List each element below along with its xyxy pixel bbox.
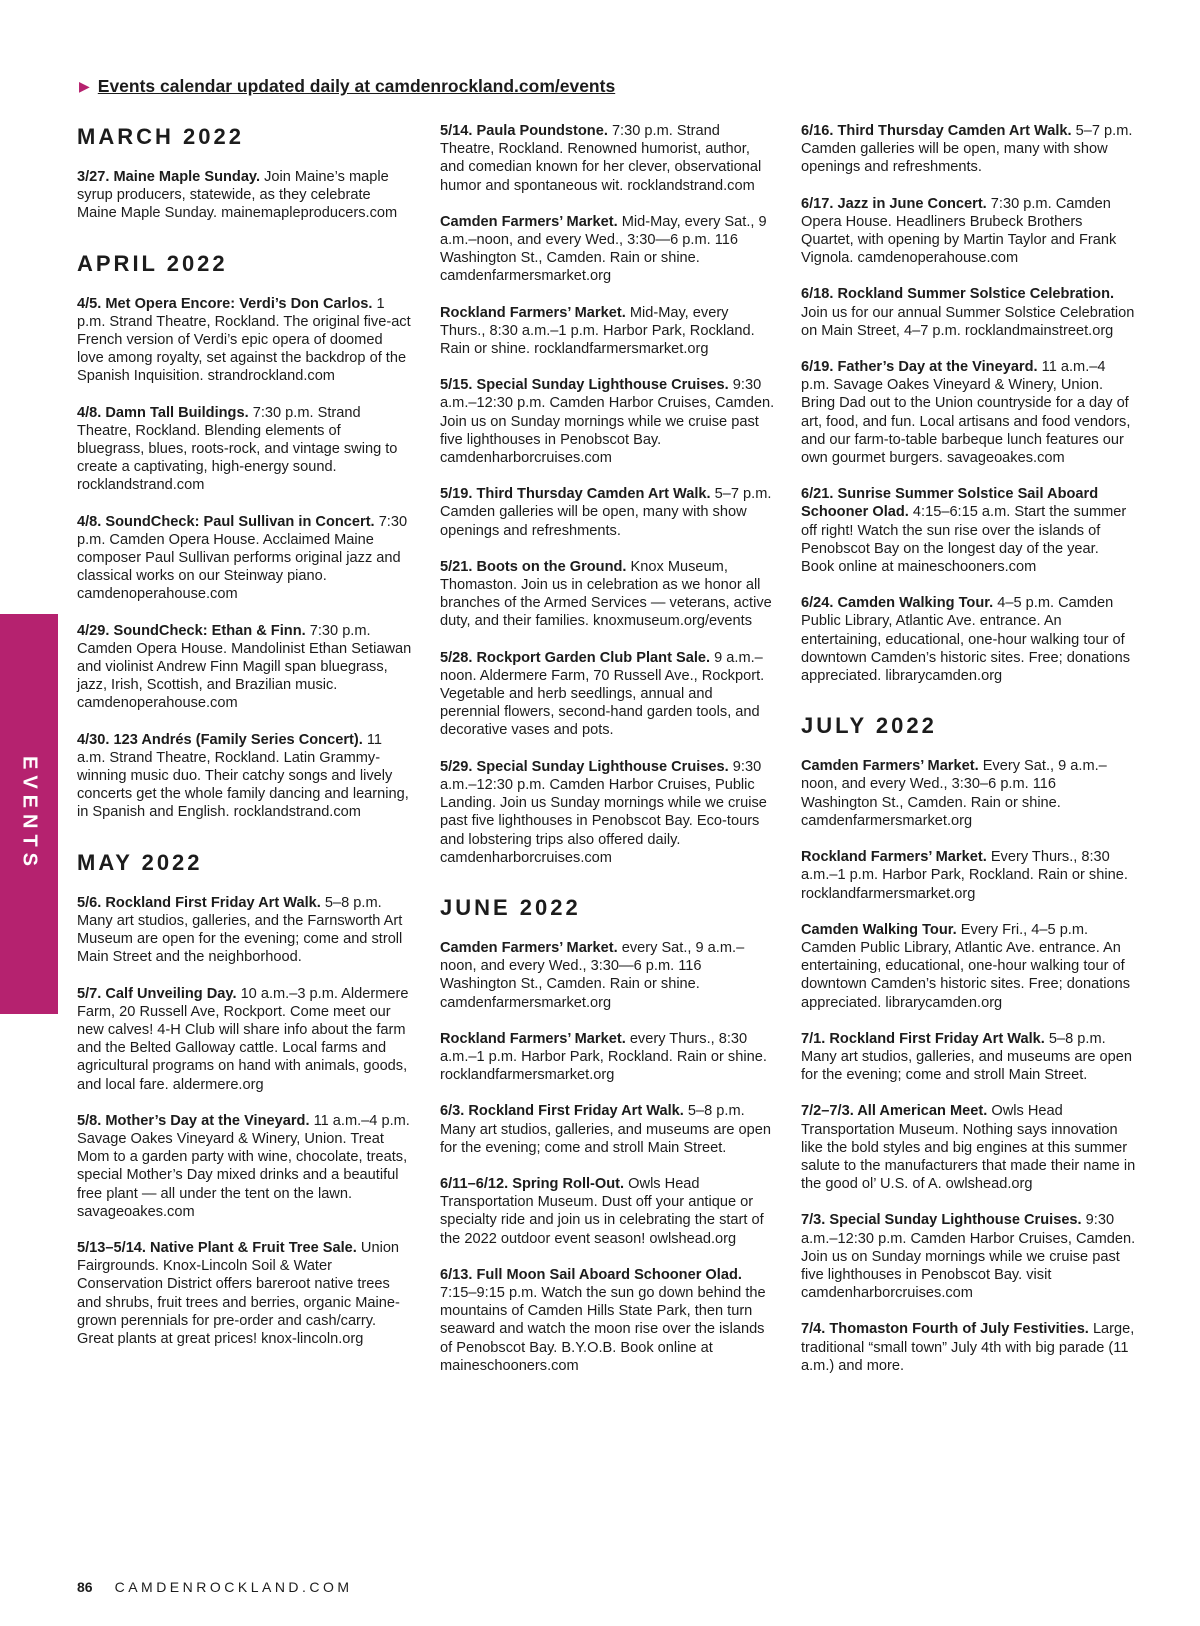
event-title: 6/21. Sunrise Summer Solstice Sail Aboard Schooner Olad. — [801, 486, 1099, 521]
event-description: Union Fairgrounds. Knox-Lincoln Soil & Water Conservation District offers bareroot native trees and shrubs, fruit trees and berries, organic Maine-grown perennials for pre-order and cash/carry. Great plants at great prices! knox-lincoln.org — [77, 1239, 400, 1347]
event-title: 6/17. Jazz in June Concert. — [801, 195, 987, 212]
event-listing — [801, 594, 1136, 685]
event-title: 5/15. Special Sunday Lighthouse Cruises. — [440, 377, 729, 394]
event-listing — [801, 1320, 1136, 1375]
event-description: 11 a.m.–4 p.m. Savage Oakes Vineyard & Winery, Union. Treat Mom to a garden party with wine, chocolate, treats, special Mother’s Day mixed drinks and a beautiful free plant — all under the tent on the lawn. savageoakes.com — [77, 1112, 410, 1220]
event-listing — [801, 1211, 1136, 1302]
month-heading-march: MARCH 2022 — [77, 124, 244, 149]
event-description: 5–8 p.m. Many art studios, galleries, and museums are open for the evening; come and stroll Main Street. — [801, 1030, 1132, 1084]
event-description: Every Fri., 4–5 p.m. Camden Public Library, Atlantic Ave. entrance. An entertaining, educational, one-hour walking tour of downtown Camden’s historic sites. Free; donations appreciated. librarycamden.org — [801, 921, 1131, 1011]
event-title: 4/8. Damn Tall Buildings. — [77, 404, 249, 421]
event-listing — [801, 1102, 1136, 1193]
event-title: 7/4. Thomaston Fourth of July Festivities. — [801, 1321, 1089, 1338]
side-tab-label: EVENTS — [18, 755, 41, 873]
event-listing — [77, 404, 412, 495]
event-description: 9 a.m.–noon. Aldermere Farm, 70 Russell Ave., Rockport. Vegetable and herb seedlings, annual and perennial flowers, second-hand garden tools, and decorative vases and pots. — [440, 649, 765, 739]
event-description: 5–8 p.m. Many art studios, galleries, and museums are open for the evening; come and stroll Main Street. — [440, 1103, 771, 1156]
event-description: 7:30 p.m. Camden Opera House. Headliners Brubeck Brothers Quartet, with opening by Martin Taylor and Frank Vignola. camdenoperahouse.com — [801, 195, 1117, 267]
event-listing — [77, 622, 412, 713]
event-title: Camden Farmers’ Market. — [801, 758, 979, 775]
event-listing — [801, 358, 1136, 467]
page-number: 86 — [77, 1579, 93, 1595]
event-listing — [440, 758, 775, 867]
event-description: 9:30 a.m.–12:30 p.m. Camden Harbor Cruises, Camden. Join us on Sunday mornings while we cruise past five lighthouses in Penobscot Bay. visit camdenharborcruises.com — [801, 1212, 1136, 1302]
event-description: 1 p.m. Strand Theatre, Rockland. The original five-act French version of Verdi’s epic opera of doomed love among royalty, set against the backdrop of the Spanish Inquisition. strandrockland.com — [77, 295, 411, 385]
event-description: Knox Museum, Thomaston. Join us in celebration as we honor all branches of the Armed Services — veterans, active duty, and their families. knoxmuseum.org/events — [440, 558, 772, 630]
event-description: Owls Head Transportation Museum. Dust off your antique or specialty ride and join us in celebrating the start of the 2022 outdoor event season! owlshead.org — [440, 1175, 764, 1247]
event-listing — [77, 1239, 412, 1348]
event-listing — [440, 1030, 775, 1085]
event-listing — [440, 1102, 775, 1157]
event-title: Rockland Farmers’ Market. — [801, 849, 987, 866]
event-description: Large, traditional “small town” July 4th with big parade (11 a.m.) and more. — [801, 1321, 1135, 1374]
event-title: 4/5. Met Opera Encore: Verdi’s Don Carlos. — [77, 295, 373, 312]
event-title: 3/27. Maine Maple Sunday. — [77, 169, 261, 185]
event-listing — [801, 921, 1136, 1012]
column-3 — [801, 122, 1136, 1393]
event-description: 4–5 p.m. Camden Public Library, Atlantic Ave. entrance. An entertaining, educational, one-hour walking tour of downtown Camden’s historic sites. Free; donations appreciated. librarycamden.org — [801, 595, 1131, 685]
column-2 — [440, 122, 775, 1393]
event-title: 6/18. Rockland Summer Solstice Celebration. — [801, 286, 1115, 303]
event-title: 5/7. Calf Unveiling Day. — [77, 985, 237, 1002]
month-heading-june: JUNE 2022 — [440, 894, 581, 920]
month-heading-april: APRIL 2022 — [77, 250, 228, 276]
event-title: 7/3. Special Sunday Lighthouse Cruises. — [801, 1212, 1082, 1229]
event-listing — [440, 1266, 775, 1375]
event-description: Every Sat., 9 a.m.–noon, and every Wed., 3:30–6 p.m. 116 Washington St., Camden. Rain or shine. camdenfarmersmarket.org — [801, 758, 1107, 829]
event-title: 7/2–7/3. All American Meet. — [801, 1103, 988, 1120]
event-title: 6/13. Full Moon Sail Aboard Schooner Olad. — [440, 1266, 742, 1283]
event-listing — [440, 939, 775, 1012]
event-title: 5/19. Third Thursday Camden Art Walk. — [440, 486, 711, 503]
site-name: CAMDENROCKLAND.COM — [114, 1579, 353, 1595]
event-title: 7/1. Rockland First Friday Art Walk. — [801, 1030, 1045, 1047]
event-listing — [77, 894, 412, 967]
event-listing — [440, 304, 775, 359]
event-title: Camden Farmers’ Market. — [440, 213, 618, 230]
event-title: 5/21. Boots on the Ground. — [440, 558, 627, 575]
event-description: 5–7 p.m. Camden galleries will be open, many with show openings and refreshments. — [440, 486, 772, 539]
event-listing — [801, 285, 1136, 340]
event-description: 5–7 p.m. Camden galleries will be open, many with show openings and refreshments. — [801, 123, 1133, 176]
page-footer — [77, 1579, 353, 1595]
event-description: 7:30 p.m. Strand Theatre, Rockland. Renowned humorist, author, and comedian known for her clever, observational humor and spontaneous wit. rocklandstrand.com — [440, 123, 762, 194]
event-description: 7:30 p.m. Camden Opera House. Acclaimed Maine composer Paul Sullivan performs original jazz and classical works on our Steinway piano. camdenoperahouse.com — [77, 513, 408, 603]
event-listing — [77, 513, 412, 604]
event-description: 9:30 a.m.–12:30 p.m. Camden Harbor Cruises, Public Landing. Join us Sunday mornings while we cruise past five lighthouses in Penobscot Bay. Eco-tours and lobstering trips also offered daily. camdenharborcruises.com — [440, 758, 767, 866]
event-listing — [77, 1112, 412, 1221]
events-calendar-link[interactable]: Events calendar updated daily at camdenrockland.com/events — [97, 76, 616, 96]
event-title: 5/8. Mother’s Day at the Vineyard. — [77, 1112, 310, 1129]
event-title: 6/16. Third Thursday Camden Art Walk. — [801, 123, 1072, 139]
event-listing — [77, 295, 412, 386]
month-heading-may: MAY 2022 — [77, 849, 203, 875]
event-description: every Sat., 9 a.m.–noon, and every Wed., 3:30—6 p.m. 116 Washington St., Camden. Rain or shine. camdenfarmersmarket.org — [440, 939, 745, 1011]
event-listing — [440, 649, 775, 740]
event-listing — [801, 757, 1136, 830]
event-description: Owls Head Transportation Museum. Nothing says innovation like the bold styles and big engines at this summer salute to the manufacturers that made their name in the good ol’ U.S. of A. owlshead.org — [801, 1103, 1136, 1193]
event-description: 7:30 p.m. Camden Opera House. Mandolinist Ethan Setiawan and violinist Andrew Finn Magill span bluegrass, jazz, Irish, Scottish, and Brazilian music. camdenoperahouse.com — [77, 622, 412, 712]
event-title: 5/13–5/14. Native Plant & Fruit Tree Sale. — [77, 1239, 357, 1256]
event-description: Every Thurs., 8:30 a.m.–1 p.m. Harbor Park, Rockland. Rain or shine. rocklandfarmersmarket.org — [801, 849, 1128, 902]
event-title: 4/8. SoundCheck: Paul Sullivan in Concert. — [77, 513, 375, 530]
event-title: 6/11–6/12. Spring Roll-Out. — [440, 1175, 625, 1192]
event-listing — [440, 485, 775, 540]
month-heading-july: JULY 2022 — [801, 713, 937, 739]
event-listing — [77, 985, 412, 1094]
event-description: Mid-May, every Sat., 9 a.m.–noon, and every Wed., 3:30—6 p.m. 116 Washington St., Camden. Rain or shine. camdenfarmersmarket.org — [440, 213, 767, 285]
event-title: 5/14. Paula Poundstone. — [440, 123, 608, 139]
event-title: 6/19. Father’s Day at the Vineyard. — [801, 359, 1038, 376]
event-listing — [440, 213, 775, 286]
event-title: 5/6. Rockland First Friday Art Walk. — [77, 894, 321, 911]
section-side-tab — [0, 614, 58, 1014]
event-title: 6/24. Camden Walking Tour. — [801, 595, 994, 612]
event-listing — [77, 168, 412, 223]
event-title: Camden Walking Tour. — [801, 921, 957, 938]
event-listing — [77, 731, 412, 822]
event-description: 11 a.m.–4 p.m. Savage Oakes Vineyard & Winery, Union. Bring Dad out to the Union countryside for a day of art, food, and fun. Local artisans and food vendors, and our farm-to-table barbeque lunch features our own gourmet burgers. savageoakes.com — [801, 359, 1131, 467]
event-title: 4/29. SoundCheck: Ethan & Finn. — [77, 622, 306, 639]
event-listing — [440, 1175, 775, 1248]
column-1 — [77, 122, 412, 1366]
play-arrow-icon: ▶ — [79, 78, 90, 94]
event-title: Camden Farmers’ Market. — [440, 939, 618, 956]
event-description: 7:15–9:15 p.m. Watch the sun go down behind the mountains of Camden Hills State Park, then turn seaward and watch the moon rise over the islands of Penobscot Bay. B.Y.O.B. Book online at maineschooners.com — [440, 1284, 766, 1374]
event-listing — [440, 122, 775, 195]
event-description: every Thurs., 8:30 a.m.–1 p.m. Harbor Park, Rockland. Rain or shine. rocklandfarmersmarket.org — [440, 1030, 767, 1084]
event-title: 5/29. Special Sunday Lighthouse Cruises. — [440, 758, 729, 775]
events-calendar-banner — [79, 76, 615, 97]
event-description: 10 a.m.–3 p.m. Aldermere Farm, 20 Russell Ave, Rockport. Come meet our new calves! 4-H Club will share info about the farm and the Belted Galloway cattle. Local farms and agricultural programs on hand with animals, goods, and local fare. aldermere.org — [77, 985, 409, 1093]
event-description: 5–8 p.m. Many art studios, galleries, and the Farnsworth Art Museum are open for the evening; come and stroll Main Street and the neighborhood. — [77, 894, 403, 966]
event-title: 6/3. Rockland First Friday Art Walk. — [440, 1103, 684, 1120]
event-description: Join Maine’s maple syrup producers, statewide, as they celebrate Maine Maple Sunday. mainemapleproducers.com — [77, 169, 398, 222]
event-listing — [440, 558, 775, 631]
event-title: 4/30. 123 Andrés (Family Series Concert). — [77, 731, 363, 748]
event-title: Rockland Farmers’ Market. — [440, 1030, 626, 1047]
event-title: Rockland Farmers’ Market. — [440, 304, 626, 321]
event-description: Join us for our annual Summer Solstice Celebration on Main Street, 4–7 p.m. rocklandmainstreet.org — [801, 304, 1135, 339]
event-description: Mid-May, every Thurs., 8:30 a.m.–1 p.m. Harbor Park, Rockland. Rain or shine. rocklandfarmersmarket.org — [440, 304, 755, 358]
event-listing — [801, 122, 1136, 177]
event-listing — [801, 848, 1136, 903]
event-listing — [801, 485, 1136, 576]
event-description: 9:30 a.m.–12:30 p.m. Camden Harbor Cruises, Camden. Join us on Sunday mornings while we cruise past five lighthouses in Penobscot Bay. camdenharborcruises.com — [440, 377, 775, 467]
event-description: 7:30 p.m. Strand Theatre, Rockland. Blending elements of bluegrass, blues, roots-rock, and vintage swing to create a captivating, high-energy sound. rocklandstrand.com — [77, 404, 398, 494]
event-listing — [801, 1030, 1136, 1085]
event-description: 11 a.m. Strand Theatre, Rockland. Latin Grammy-winning music duo. Their catchy songs and lively concerts get the whole family dancing and learning, in Spanish and English. rocklandstrand.com — [77, 731, 409, 821]
event-listing — [440, 376, 775, 467]
event-listing — [801, 195, 1136, 268]
event-description: 4:15–6:15 a.m. Start the summer off right! Watch the sun rise over the islands of Penobscot Bay on the longest day of the year. Book online at maineschooners.com — [801, 504, 1127, 576]
event-title: 5/28. Rockport Garden Club Plant Sale. — [440, 649, 711, 666]
